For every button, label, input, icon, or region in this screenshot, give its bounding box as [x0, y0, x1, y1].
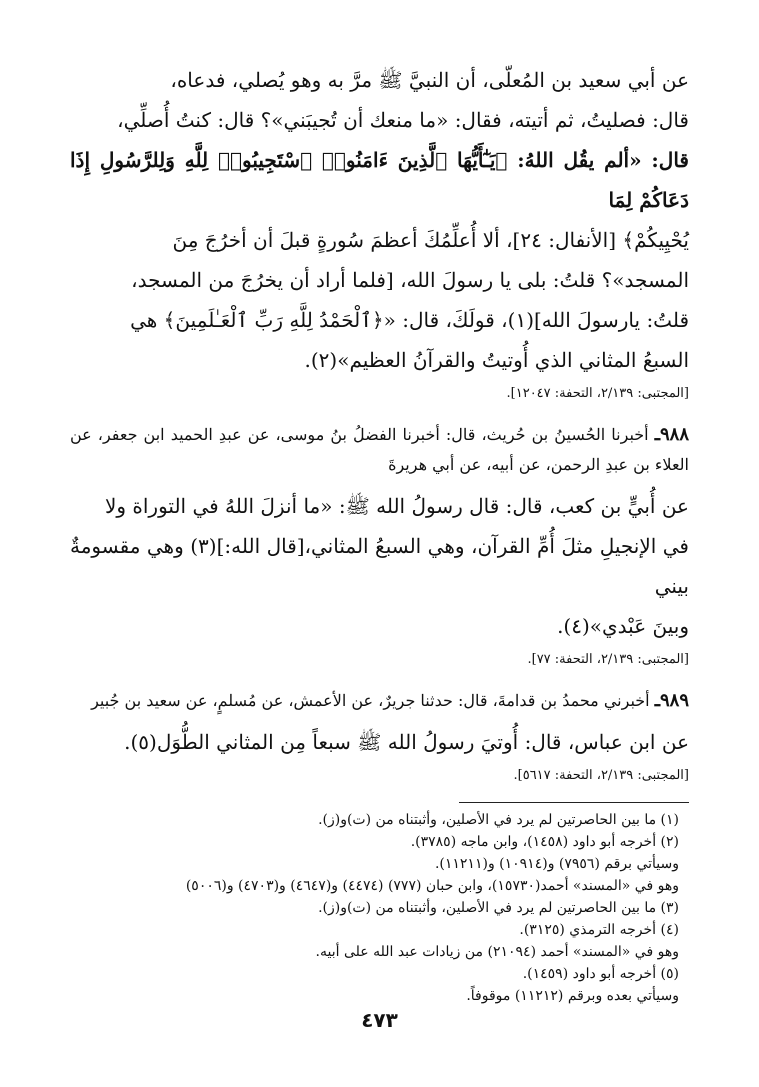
- hadith-988-line-2: في الإنجيلِ مثلَ أُمِّ القرآن، وهي السبعُ المثاني،[قال الله:](٣) وهي مقسومةٌ بيني: [70, 534, 689, 598]
- hadith-987-text: [70, 60, 689, 380]
- footnote-line: (٥) أخرجه أبو داود (١٤٥٩).: [522, 966, 679, 982]
- hadith-988-matn: [70, 486, 689, 646]
- hadith-988-number: ٩٨٨ـ: [654, 424, 689, 445]
- hadith-988: [70, 420, 689, 670]
- hadith-988-isnad: [70, 420, 689, 480]
- hadith-988-line-3: وبينَ عَبْدي»(٤).: [557, 614, 689, 638]
- hadith-987-line-5: المسجد»؟ قلتُ: بلى يا رسولَ الله، [فلما أراد أن يخرُجَ من المسجد،: [131, 268, 689, 292]
- footnote-line: (١) ما بين الحاصرتين لم يرد في الأصلين، وأثبتناه من (ت)و(ز).: [318, 812, 679, 828]
- footnote-line: (٢) أخرجه أبو داود (١٤٥٨)، وابن ماجه (٣٧٨٥).: [410, 834, 679, 850]
- footnote-line: وهو في «المسند» أحمد (٢١٠٩٤) من زيادات عبد الله على أبيه.: [315, 944, 679, 960]
- hadith-989-number: ٩٨٩ـ: [654, 690, 689, 711]
- hadith-987-line-3: قال: «ألم يقُل اللهُ: ﴿يَـٰٓأَيُّهَا ٱلَّذِينَ ءَامَنُوا۟ ٱسْتَجِيبُوا۟ لِلَّهِ وَلِلرَّسُولِ إِذَا دَعَاكُمْ لِمَا: [70, 148, 689, 212]
- hadith-987-line-4: يُحْيِيكُمْ﴾ [الأنفال: ٢٤]، ألا أُعلِّمُكَ أعظمَ سُورةٍ قبلَ أن أخرُجَ مِنَ: [172, 228, 689, 252]
- hadith-987: [70, 60, 689, 404]
- footnote-line: وسيأتي بعده وبرقم (١١٢١٢) موقوفاً.: [466, 988, 679, 1004]
- hadith-987-line-2: قال: فصليتُ، ثم أتيته، فقال: «ما منعك أن تُجيبَني»؟ قال: كنتُ أُصلِّي،: [117, 108, 689, 132]
- footnotes: [70, 809, 689, 1007]
- hadith-988-line-1: عن أُبيٍّ بن كعب، قال: قال رسولُ الله ﷺ: «ما أنزلَ اللهُ في التوراة ولا: [104, 494, 689, 518]
- hadith-989-reference: [المجتبى: ٢/١٣٩، التحفة: ٥٦١٧].: [513, 768, 689, 783]
- footnote-line: وسيأتي برقم (٧٩٥٦) و(١٠٩١٤) و(١١٢١١).: [434, 856, 679, 872]
- hadith-987-line-6: قلتُ: يارسولَ الله](١)، قولَكَ، قال: «﴿ٱلْحَمْدُ لِلَّهِ رَبِّ ٱلْعَـٰلَمِينَ﴾ هي: [130, 308, 689, 332]
- hadith-989: [70, 686, 689, 786]
- footnote-line: (٤) أخرجه الترمذي (٣١٢٥).: [519, 922, 679, 938]
- hadith-989-matn: عن ابن عباس، قال: أُوتيَ رسولُ الله ﷺ سبعاً مِن المثاني الطُّوَل(٥).: [124, 730, 689, 754]
- footnote-line: (٣) ما بين الحاصرتين لم يرد في الأصلين، وأثبتناه من (ت)و(ز).: [318, 900, 679, 916]
- hadith-989-isnad-text: أخبرني محمدُ بن قدامةَ، قال: حدثنا جريرٌ، عن الأعمش، عن مُسلمٍ، عن سعيد بن جُبير: [91, 691, 650, 710]
- hadith-988-isnad-text: أخبرنا الحُسينُ بن حُريث، قال: أخبرنا الفضلُ بنُ موسى، عن عبدِ الحميد ابن جعفر، عن العلاء بن عبدِ الرحمن، عن أبيه، عن أبي هريرةَ: [70, 425, 689, 474]
- hadith-987-reference: [المجتبى: ٢/١٣٩، التحفة: ١٢٠٤٧].: [506, 386, 689, 401]
- footnote-separator: [459, 802, 689, 803]
- page-number: ٤٧٣: [361, 1008, 398, 1032]
- footnote-line: وهو في «المسند» أحمد(١٥٧٣٠)، وابن حبان (٧٧٧) (٤٤٧٤) و(٤٦٤٧) و(٤٧٠٣) و(٥٠٠٦): [185, 878, 679, 894]
- hadith-988-reference: [المجتبى: ٢/١٣٩، التحفة: ٧٧].: [527, 652, 689, 667]
- hadith-989-isnad: [70, 686, 689, 716]
- hadith-987-line-7: السبعُ المثاني الذي أُوتيتُ والقرآنُ العظيم»(٢).: [304, 348, 689, 372]
- hadith-987-line-1: عن أبي سعيد بن المُعلّى، أن النبيَّ ﷺ مرَّ به وهو يُصلي، فدعاه،: [170, 68, 689, 92]
